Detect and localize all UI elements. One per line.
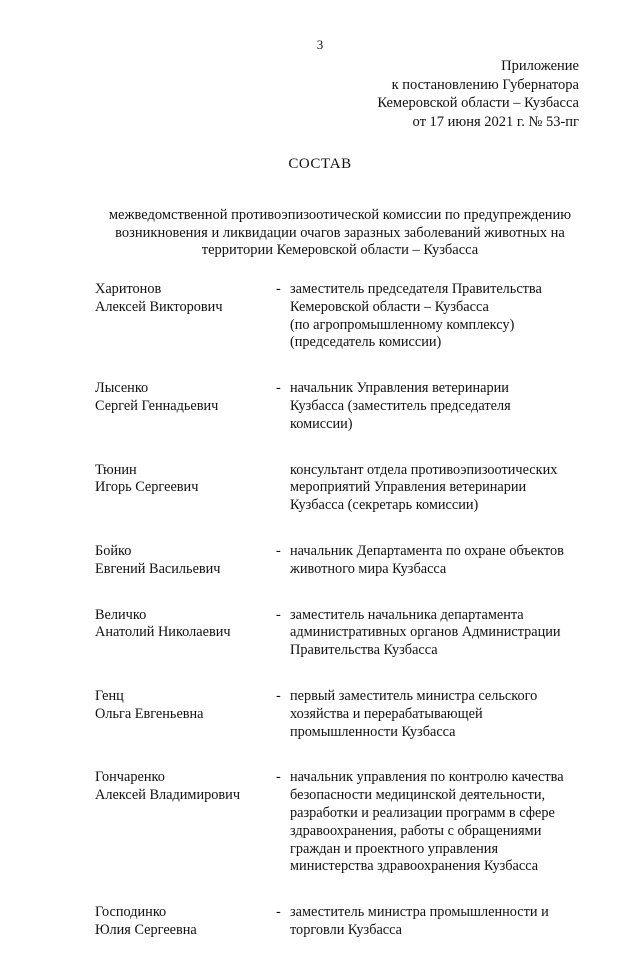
member-surname: Лысенко [95, 380, 149, 397]
member-role [290, 904, 590, 940]
subtitle-line: межведомственной противоэпизоотической комиссии по предупреждению [108, 207, 572, 223]
role-line: начальник Управления ветеринарии [290, 380, 509, 397]
member-surname: Величко [95, 606, 147, 623]
document-title: СОСТАВ [288, 156, 352, 172]
role-line: первый заместитель министра сельского [290, 687, 538, 704]
role-line: начальник Департамента по охране объектов [290, 542, 564, 559]
member-list [0, 281, 640, 968]
member-given-name: Юлия Сергеевна [95, 921, 197, 938]
role-line: Кузбасса (заместитель председателя [290, 397, 511, 414]
member-name [95, 462, 198, 498]
role-line: Кузбасса (секретарь комиссии) [290, 497, 479, 514]
member-name [95, 688, 204, 724]
role-line: промышленности Кузбасса [290, 723, 456, 740]
member-entry [0, 281, 640, 352]
subtitle-line: возникновения и ликвидации очагов заразных заболеваний животных на [115, 224, 565, 241]
role-line: разработки и реализации программ в сфере [290, 804, 555, 821]
appendix-line: от 17 июня 2021 г. № 53-пг [412, 113, 579, 130]
appendix-line: Приложение [501, 58, 579, 74]
member-surname: Генц [95, 687, 124, 704]
role-line: хозяйства и перерабатывающей [290, 705, 483, 722]
member-role [290, 281, 590, 352]
appendix-line: Кемеровской области – Кузбасса [377, 95, 579, 111]
role-line: (председатель комиссии) [290, 334, 442, 351]
member-dash: - [276, 281, 281, 297]
role-line: здравоохранения, работы с обращениями [290, 822, 542, 839]
appendix-line: к постановлению Губернатора [391, 76, 579, 93]
member-role [290, 543, 590, 579]
member-entry [0, 543, 640, 579]
role-line: торговли Кузбасса [290, 921, 403, 938]
role-line: заместитель начальника департамента [290, 606, 524, 623]
member-dash: - [276, 687, 281, 704]
member-entry [0, 380, 640, 433]
role-line: заместитель министра промышленности и [290, 904, 549, 921]
member-surname: Тюнин [95, 461, 137, 478]
role-line: комиссии) [290, 415, 353, 432]
subtitle-line: территории Кемеровской области – Кузбасса [201, 242, 479, 258]
role-line: безопасности медицинской деятельности, [290, 787, 546, 804]
role-line: Правительства Кузбасса [290, 642, 438, 659]
member-role [290, 688, 590, 741]
member-surname: Господинко [95, 904, 167, 921]
role-line: министерства здравоохранения Кузбасса [290, 858, 539, 875]
role-line: административных органов Администрации [290, 624, 561, 641]
member-entry [0, 607, 640, 660]
member-name [95, 769, 240, 805]
member-dash: - [276, 769, 281, 786]
role-line: (по агропромышленному комплексу) [290, 316, 515, 333]
member-surname: Гончаренко [95, 769, 165, 786]
member-dash: - [276, 380, 281, 397]
member-dash: - [276, 606, 281, 623]
member-entry [0, 769, 640, 876]
member-name [95, 607, 231, 643]
role-line: заместитель председателя Правительства [290, 281, 542, 297]
member-surname: Бойко [95, 542, 132, 559]
member-given-name: Евгений Васильевич [95, 560, 221, 577]
role-line: мероприятий Управления ветеринарии [290, 479, 527, 496]
page-number: 3 [316, 37, 324, 52]
appendix-block [377, 57, 579, 131]
role-line: животного мира Кузбасса [290, 560, 447, 577]
member-role [290, 769, 590, 876]
role-line: Кемеровской области – Кузбасса [290, 298, 489, 315]
member-given-name: Алексей Владимирович [95, 787, 241, 804]
role-line: начальник управления по контролю качества [290, 769, 564, 786]
member-name [95, 380, 218, 416]
member-given-name: Ольга Евгеньевна [95, 705, 204, 722]
role-line: консультант отдела противоэпизоотических [290, 461, 558, 478]
member-dash: - [276, 904, 281, 921]
document-subtitle [95, 207, 585, 260]
member-role [290, 380, 590, 433]
member-name [95, 543, 221, 579]
member-entry [0, 462, 640, 515]
member-name [95, 904, 197, 940]
member-given-name: Алексей Викторович [95, 298, 223, 315]
member-dash: - [276, 542, 281, 559]
member-given-name: Сергей Геннадьевич [95, 397, 219, 414]
member-surname: Харитонов [95, 281, 162, 297]
member-given-name: Игорь Сергеевич [95, 479, 199, 496]
member-entry [0, 688, 640, 741]
member-entry [0, 904, 640, 940]
member-name [95, 281, 223, 317]
member-role [290, 607, 590, 660]
role-line: граждан и проектного управления [290, 840, 499, 857]
member-role [290, 462, 590, 515]
member-given-name: Анатолий Николаевич [95, 624, 231, 641]
